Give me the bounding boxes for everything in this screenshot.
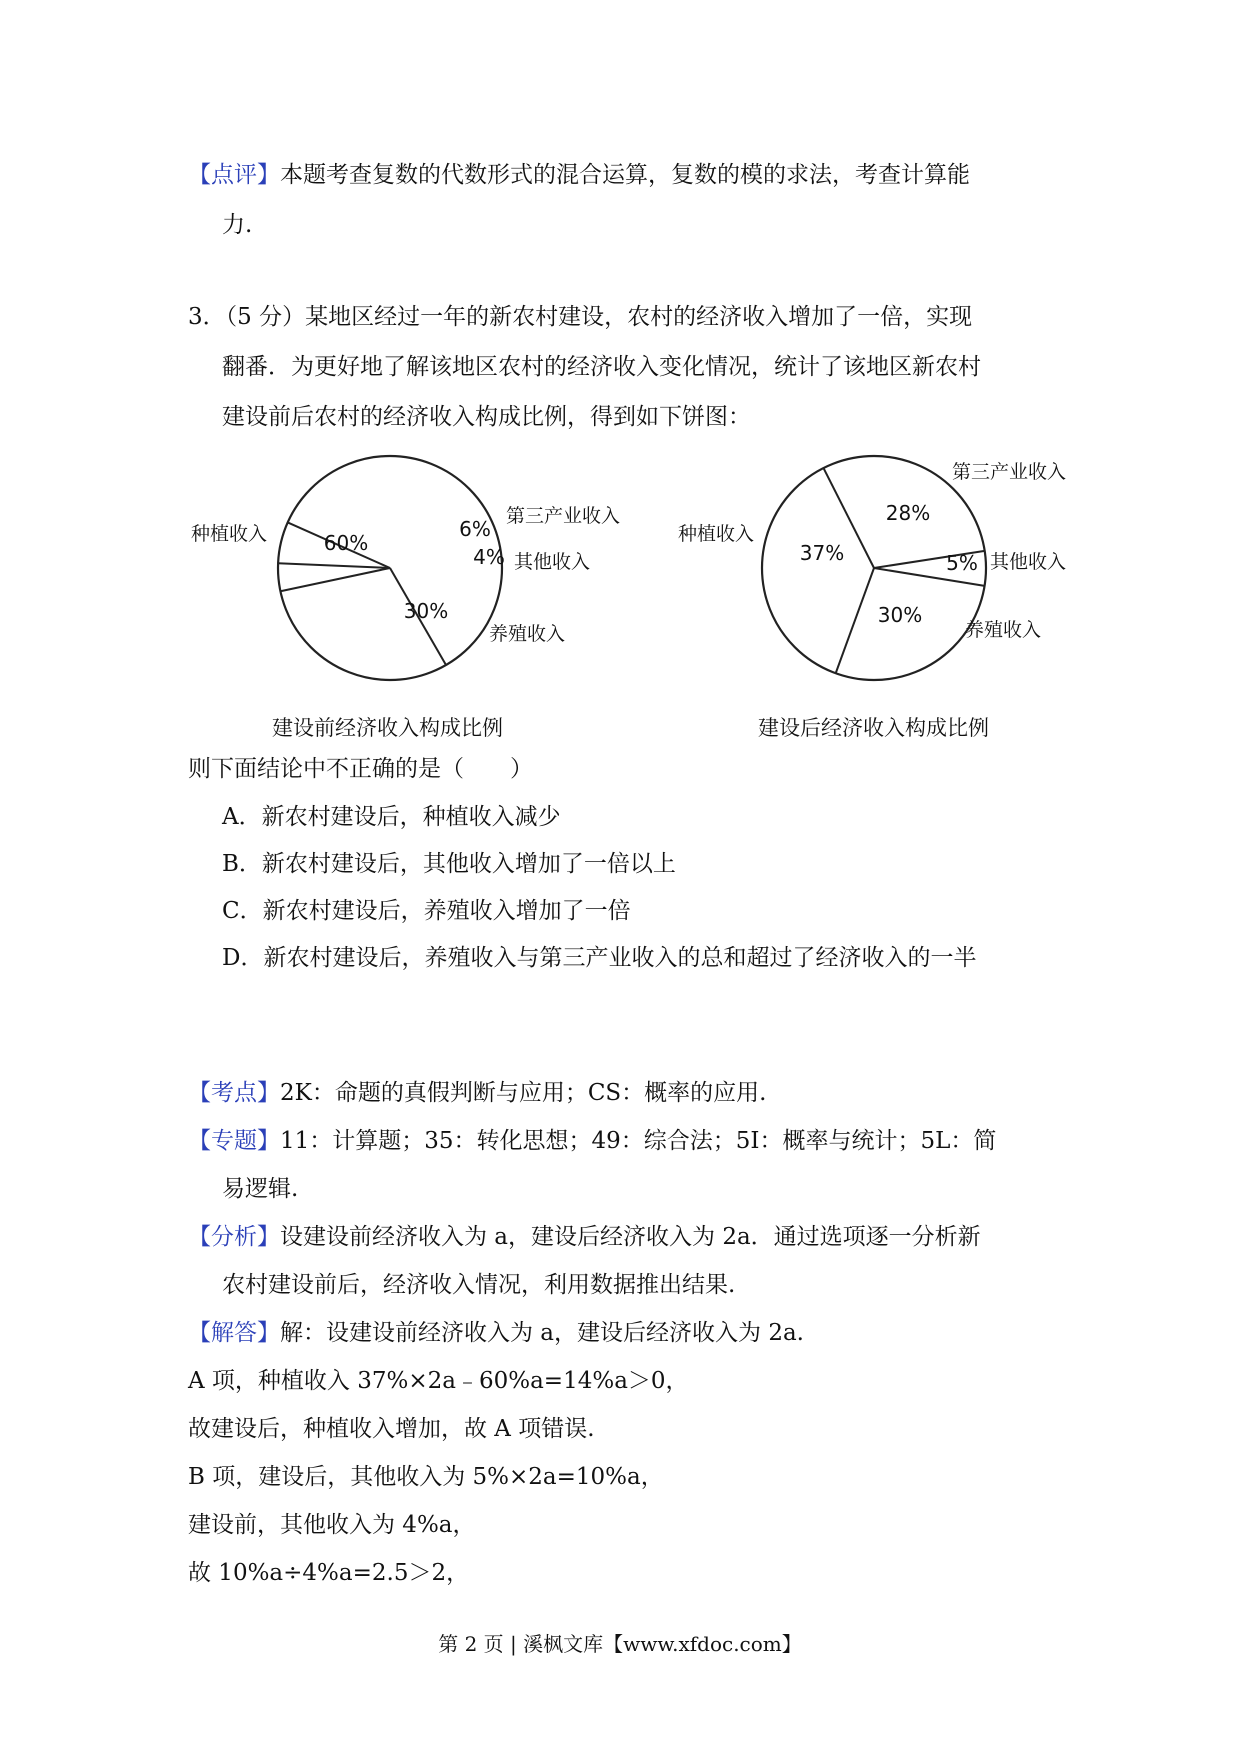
pie-value-label: 30% <box>877 603 923 627</box>
jieda-line <box>188 1318 804 1348</box>
pie-category-label: 养殖收入 <box>489 623 566 645</box>
pie-chart-after <box>670 440 1100 704</box>
fenxi-line-2: 农村建设前后，经济收入情况，利用数据推出结果. <box>222 1272 736 1298</box>
question-line-2: 翻番．为更好地了解该地区农村的经济收入变化情况，统计了该地区新农村 <box>222 354 981 380</box>
pie-chart-before <box>186 440 646 704</box>
solution-line-1: A 项，种植收入 37%×2a﹣60%a=14%a＞0， <box>188 1368 689 1394</box>
pie-value-label: 30% <box>403 599 449 623</box>
question-line-3: 建设前后农村的经济收入构成比例，得到如下饼图： <box>222 404 751 430</box>
kaodian-text: 2K：命题的真假判断与应用；CS：概率的应用. <box>280 1080 767 1106</box>
question-prompt: 则下面结论中不正确的是（ ） <box>188 756 533 782</box>
option-a: A．新农村建设后，种植收入减少 <box>222 804 561 830</box>
pie-value-label: 60% <box>323 531 369 555</box>
pie-category-label: 其他收入 <box>514 551 591 573</box>
fenxi-line-1 <box>188 1222 981 1252</box>
review-line-2: 力. <box>222 212 253 238</box>
pie-value-label: 37% <box>799 541 845 565</box>
zhuanti-line-2: 易逻辑. <box>222 1176 299 1202</box>
zhuanti-text: 11：计算题；35：转化思想；49：综合法；5I：概率与统计；5L：简 <box>280 1128 997 1154</box>
review-tag: 【点评】 <box>188 162 280 188</box>
jieda-text: 解：设建设前经济收入为 a，建设后经济收入为 2a. <box>280 1320 804 1346</box>
solution-line-4: 建设前，其他收入为 4%a， <box>188 1512 476 1538</box>
pie-chart-before-title: 建设前经济收入构成比例 <box>272 716 503 740</box>
review-line-1 <box>188 160 970 190</box>
pie-value-label: 6% <box>459 517 491 541</box>
pie-value-label: 4% <box>473 545 505 569</box>
zhuanti-tag: 【专题】 <box>188 1128 280 1154</box>
solution-line-3: B 项，建设后，其他收入为 5%×2a=10%a， <box>188 1464 664 1490</box>
option-b: B．新农村建设后，其他收入增加了一倍以上 <box>222 851 676 877</box>
zhuanti-line-1 <box>188 1126 996 1156</box>
review-text: 本题考查复数的代数形式的混合运算，复数的模的求法，考查计算能 <box>280 162 970 188</box>
pie-chart-before-svg <box>186 440 646 700</box>
jieda-tag: 【解答】 <box>188 1320 280 1346</box>
pie-category-label: 其他收入 <box>990 551 1067 573</box>
solution-line-2: 故建设后，种植收入增加，故 A 项错误. <box>188 1416 595 1442</box>
kaodian-line <box>188 1078 766 1108</box>
pie-chart-after-svg <box>670 440 1100 700</box>
option-d: D．新农村建设后，养殖收入与第三产业收入的总和超过了经济收入的一半 <box>222 945 977 971</box>
pie-category-label: 种植收入 <box>678 523 755 545</box>
fenxi-text: 设建设前经济收入为 a，建设后经济收入为 2a．通过选项逐一分析新 <box>280 1224 981 1250</box>
pie-value-label: 28% <box>885 501 931 525</box>
kaodian-tag: 【考点】 <box>188 1080 280 1106</box>
pie-category-label: 第三产业收入 <box>952 461 1067 483</box>
pie-category-label: 第三产业收入 <box>506 505 621 527</box>
option-c: C．新农村建设后，养殖收入增加了一倍 <box>222 898 631 924</box>
solution-line-5: 故 10%a÷4%a=2.5＞2， <box>188 1560 470 1586</box>
page-footer: 第 2 页 | 溪枫文库【www.xfdoc.com】 <box>438 1632 802 1656</box>
pie-category-label: 种植收入 <box>191 523 268 545</box>
question-line-1: 3．（5 分）某地区经过一年的新农村建设，农村的经济收入增加了一倍，实现 <box>188 304 973 330</box>
pie-category-label: 养殖收入 <box>965 619 1042 641</box>
fenxi-tag: 【分析】 <box>188 1224 280 1250</box>
pie-chart-after-title: 建设后经济收入构成比例 <box>758 716 989 740</box>
pie-value-label: 5% <box>946 551 978 575</box>
